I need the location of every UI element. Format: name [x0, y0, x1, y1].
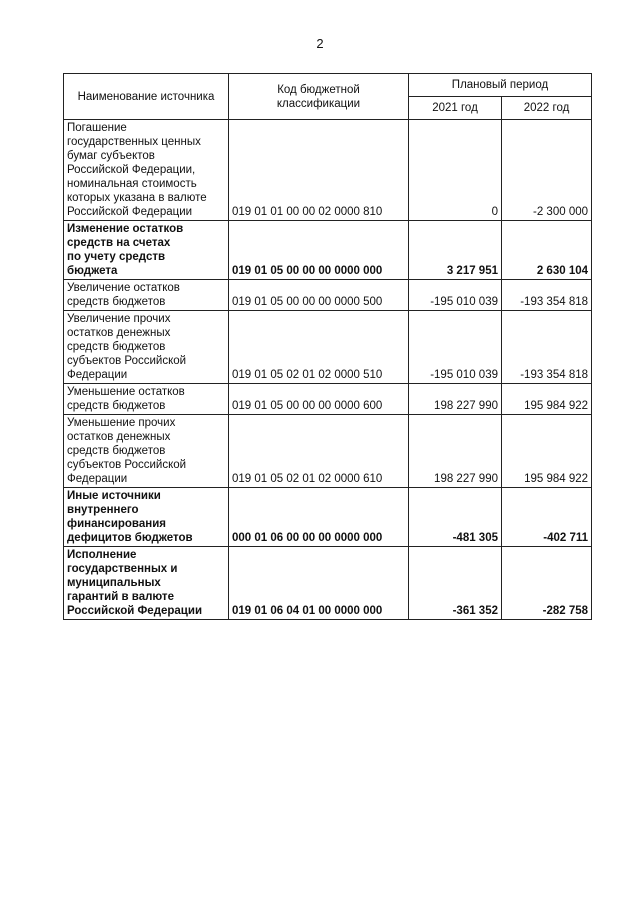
row-value-2021: 3 217 951	[409, 221, 502, 280]
table-row	[64, 547, 592, 620]
row-value-2022: 195 984 922	[502, 384, 592, 415]
header-year-2022: 2022 год	[502, 97, 592, 120]
row-source-name: Увеличение остатков средств бюджетов	[64, 280, 229, 311]
row-value-2021: -361 352	[409, 547, 502, 620]
row-budget-code: 000 01 06 00 00 00 0000 000	[229, 488, 409, 547]
row-value-2021: -195 010 039	[409, 311, 502, 384]
row-budget-code: 019 01 05 00 00 00 0000 600	[229, 384, 409, 415]
row-value-2022: 195 984 922	[502, 415, 592, 488]
page-number: 2	[316, 36, 324, 51]
row-value-2022: -193 354 818	[502, 311, 592, 384]
row-budget-code: 019 01 05 02 01 02 0000 610	[229, 415, 409, 488]
table-row	[64, 280, 592, 311]
row-budget-code: 019 01 05 00 00 00 0000 000	[229, 221, 409, 280]
row-value-2022: -282 758	[502, 547, 592, 620]
table-header	[64, 74, 592, 120]
header-budget-code: Код бюджетной классификации	[229, 74, 409, 120]
row-value-2022: -193 354 818	[502, 280, 592, 311]
budget-sources-table	[63, 73, 592, 620]
row-value-2022: -402 711	[502, 488, 592, 547]
table-row	[64, 415, 592, 488]
row-value-2021: 198 227 990	[409, 415, 502, 488]
row-source-name: Исполнение государственных и муниципальных гарантий в валюте Российской Федерации	[64, 547, 229, 620]
row-value-2022: 2 630 104	[502, 221, 592, 280]
row-budget-code: 019 01 05 02 01 02 0000 510	[229, 311, 409, 384]
header-planning-period: Плановый период	[409, 74, 592, 97]
header-row-1	[64, 74, 592, 97]
row-source-name: Увеличение прочих остатков денежных средств бюджетов субъектов Российской Федерации	[64, 311, 229, 384]
row-source-name: Уменьшение прочих остатков денежных средств бюджетов субъектов Российской Федерации	[64, 415, 229, 488]
row-source-name: Иные источники внутреннего финансирования дефицитов бюджетов	[64, 488, 229, 547]
row-source-name: Уменьшение остатков средств бюджетов	[64, 384, 229, 415]
row-source-name: Изменение остатков средств на счетах по учету средств бюджета	[64, 221, 229, 280]
table-row	[64, 311, 592, 384]
row-source-name: Погашение государственных ценных бумаг субъектов Российской Федерации, номинальная стоимость которых указана в валюте Российской Федерации	[64, 120, 229, 221]
header-year-2021: 2021 год	[409, 97, 502, 120]
row-budget-code: 019 01 01 00 00 02 0000 810	[229, 120, 409, 221]
row-budget-code: 019 01 06 04 01 00 0000 000	[229, 547, 409, 620]
table-row	[64, 221, 592, 280]
table-row	[64, 384, 592, 415]
row-value-2022: -2 300 000	[502, 120, 592, 221]
table-body	[64, 120, 592, 620]
row-value-2021: -481 305	[409, 488, 502, 547]
row-value-2021: 0	[409, 120, 502, 221]
table-row	[64, 120, 592, 221]
row-value-2021: 198 227 990	[409, 384, 502, 415]
header-source-name: Наименование источника	[64, 74, 229, 120]
row-budget-code: 019 01 05 00 00 00 0000 500	[229, 280, 409, 311]
row-value-2021: -195 010 039	[409, 280, 502, 311]
table-row	[64, 488, 592, 547]
